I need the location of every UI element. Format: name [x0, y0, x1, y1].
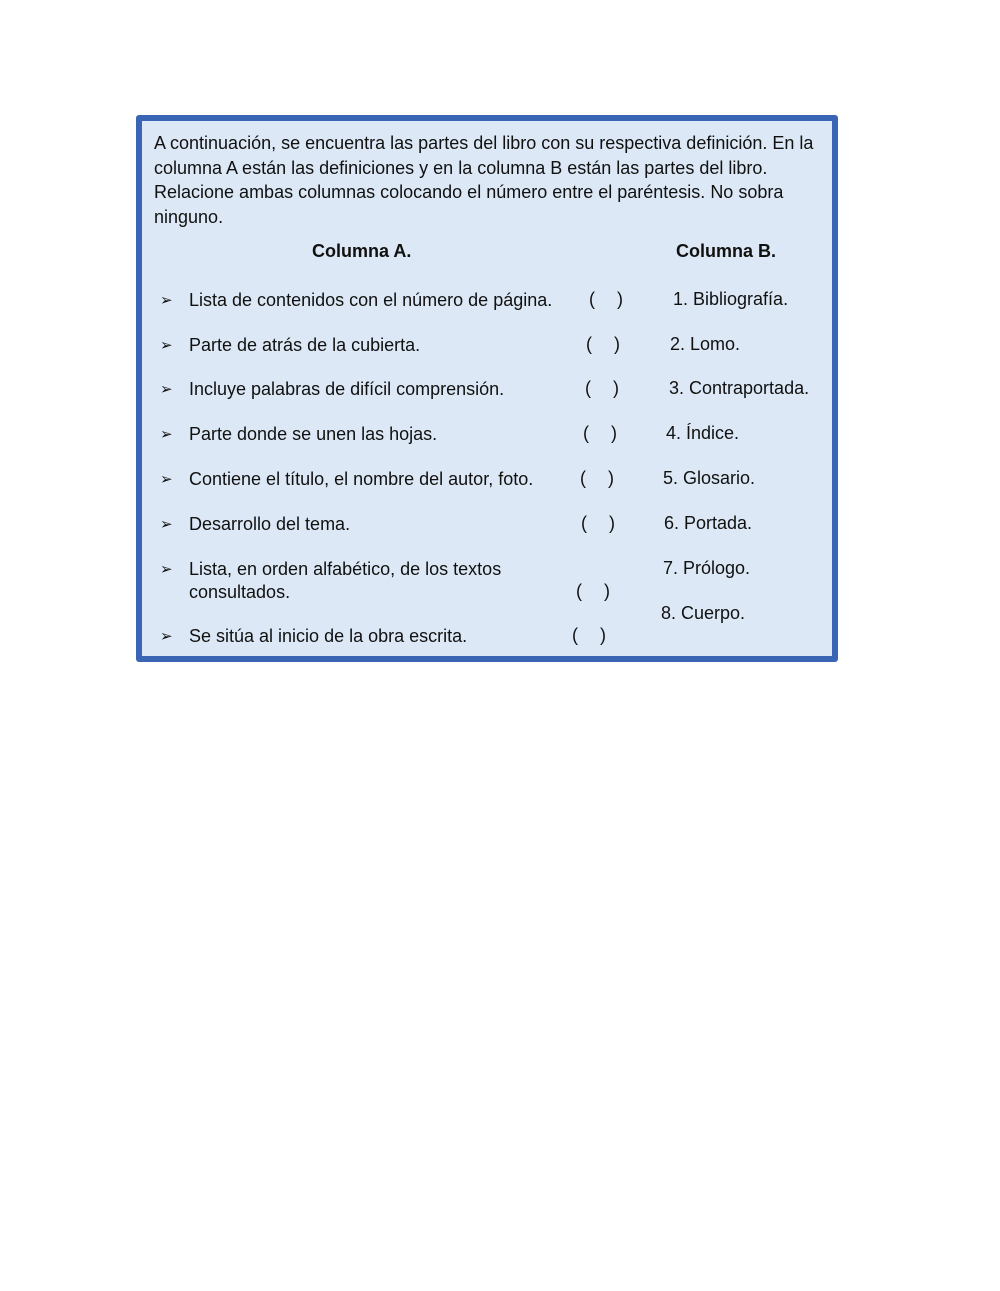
- definition-text-line1: Lista, en orden alfabético, de los textos: [189, 559, 502, 579]
- answer-parentheses[interactable]: ( ): [585, 378, 619, 398]
- definition-text: Desarrollo del tema.: [189, 514, 351, 534]
- book-part-item: 6. Portada.: [664, 513, 753, 533]
- book-part-item: 2. Lomo.: [670, 334, 741, 354]
- definition-text: Incluye palabras de difícil comprensión.: [189, 379, 505, 399]
- answer-parentheses[interactable]: ( ): [572, 625, 606, 645]
- definition-text: Parte donde se unen las hojas.: [189, 424, 438, 444]
- book-part-item: 1. Bibliografía.: [673, 289, 789, 309]
- arrowhead-bullet-icon: ➢: [160, 516, 173, 533]
- answer-parentheses[interactable]: ( ): [581, 513, 615, 533]
- instructions-text: A continuación, se encuentra las partes del libro con su respectiva definición. En la columna A están las definiciones y en la columna B están las partes del libro. Relacione ambas columnas colocando el número entre el paréntesis. No sobra ninguno.: [154, 133, 814, 227]
- exercise-box: [136, 115, 838, 662]
- definition-text: Lista de contenidos con el número de página.: [189, 290, 553, 310]
- column-a-header: Columna A.: [312, 241, 412, 261]
- arrowhead-bullet-icon: ➢: [160, 426, 173, 443]
- arrowhead-bullet-icon: ➢: [160, 337, 173, 354]
- column-b-header: Columna B.: [676, 241, 777, 261]
- answer-parentheses[interactable]: ( ): [589, 289, 623, 309]
- arrowhead-bullet-icon: ➢: [160, 381, 173, 398]
- arrowhead-bullet-icon: ➢: [160, 561, 173, 578]
- answer-parentheses[interactable]: ( ): [586, 334, 620, 354]
- answer-parentheses[interactable]: ( ): [576, 581, 610, 601]
- arrowhead-bullet-icon: ➢: [160, 628, 173, 645]
- arrowhead-bullet-icon: ➢: [160, 471, 173, 488]
- book-part-item: 5. Glosario.: [663, 468, 756, 488]
- definition-text-line2: consultados.: [189, 582, 291, 602]
- definition-text: Contiene el título, el nombre del autor, foto.: [189, 469, 534, 489]
- book-part-item: 7. Prólogo.: [663, 558, 751, 578]
- definition-text: Parte de atrás de la cubierta.: [189, 335, 421, 355]
- answer-parentheses[interactable]: ( ): [583, 423, 617, 443]
- book-part-item: 4. Índice.: [666, 423, 740, 443]
- book-part-item: 8. Cuerpo.: [661, 603, 746, 623]
- definition-text: Se sitúa al inicio de la obra escrita.: [189, 626, 468, 646]
- book-part-item: 3. Contraportada.: [669, 378, 810, 398]
- arrowhead-bullet-icon: ➢: [160, 292, 173, 309]
- answer-parentheses[interactable]: ( ): [580, 468, 614, 488]
